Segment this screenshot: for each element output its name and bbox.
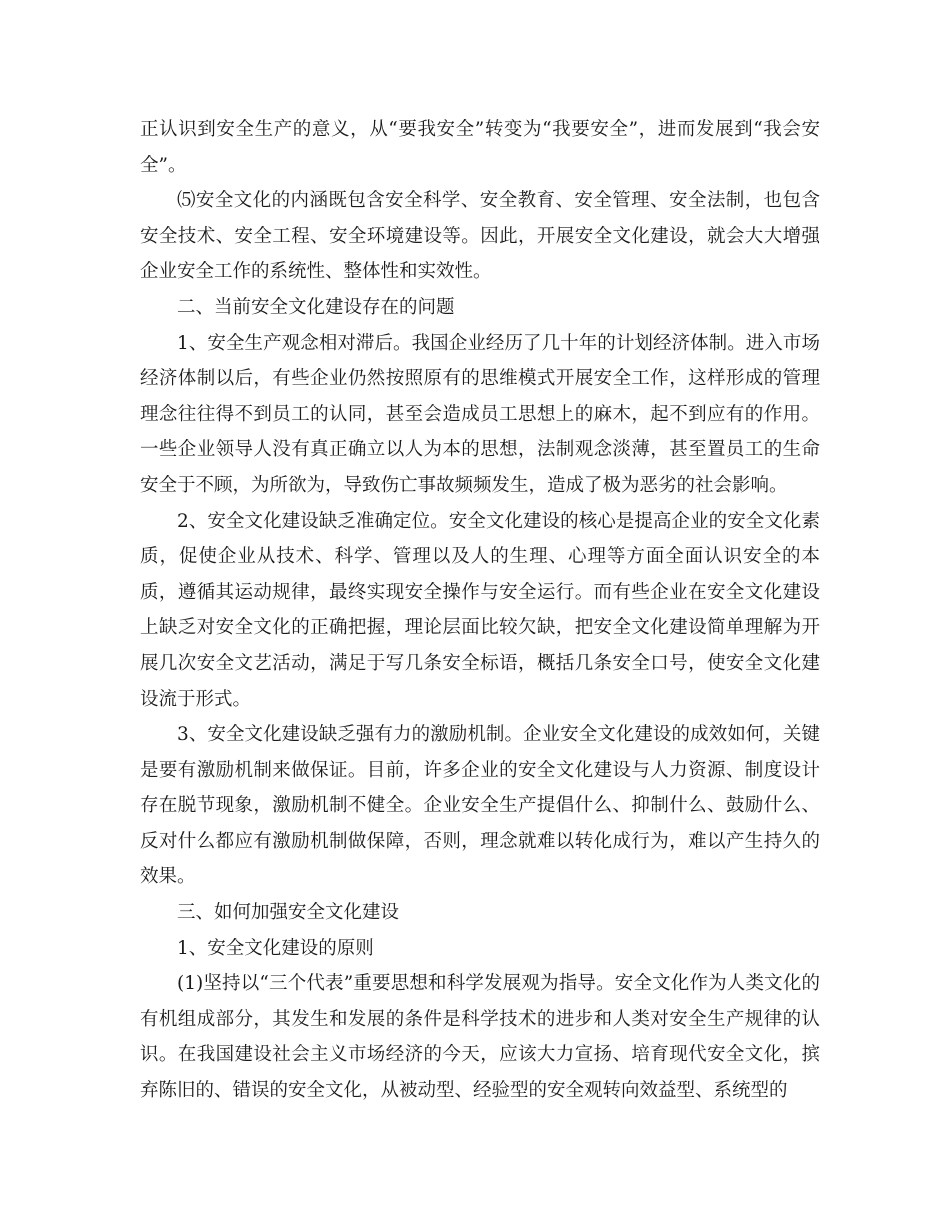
paragraph-problem-2: 2、安全文化建设缺乏准确定位。安全文化建设的核心是提高企业的安全文化素质，促使企业从技术、科学、管理以及人的生理、心理等方面全面认识安全的本质，遵循其运动规律，最终实现安全操作与安全运行。而有些企业在安全文化建设上缺乏对安全文化的正确把握，理论层面比较欠缺，把安全文化建设简单理解为开展几次安全文艺活动，满足于写几条安全标语，概括几条安全口号，使安全文化建设流于形式。 [140,510,820,710]
document-body [140,112,820,1109]
section-heading-problems: 二、当前安全文化建设存在的问题 [177,296,455,318]
paragraph-connotation: ⑸安全文化的内涵既包含安全科学、安全教育、安全管理、安全法制，也包含安全技术、安全工程、安全环境建设等。因此，开展安全文化建设，就会大大增强企业安全工作的系统性、整体性和实效性。 [140,190,820,283]
section-heading-strengthen: 三、如何加强安全文化建设 [177,902,400,924]
paragraph-problem-3: 3、安全文化建设缺乏强有力的激励机制。企业安全文化建设的成效如何，关键是要有激励机制来做保证。目前，许多企业的安全文化建设与人力资源、制度设计存在脱节现象，激励机制不健全。企业安全生产提倡什么、抑制什么、鼓励什么、反对什么都应有激励机制做保障，否则，理念就难以转化成行为，难以产生持久的效果。 [140,724,820,888]
paragraph-problem-1: 1、安全生产观念相对滞后。我国企业经历了几十年的计划经济体制。进入市场经济体制以后，有些企业仍然按照原有的思维模式开展安全工作，这样形成的管理理念往往得不到员工的认同，甚至会造成员工思想上的麻木，起不到应有的作用。一些企业领导人没有真正确立以人为本的思想，法制观念淡薄，甚至置员工的生命安全于不顾，为所欲为，导致伤亡事故频频发生，造成了极为恶劣的社会影响。 [140,332,820,496]
subsection-heading-principles: 1、安全文化建设的原则 [177,937,374,959]
paragraph-continuation: 正认识到安全生产的意义，从“要我安全”转变为“我要安全”，进而发展到“我会安全”。 [140,119,820,176]
paragraph-principle-1: (1)坚持以“三个代表”重要思想和科学发展观为指导。安全文化作为人类文化的有机组成部分，其发生和发展的条件是科学技术的进步和人类对安全生产规律的认识。在我国建设社会主义市场经济的今天，应该大力宣扬、培育现代安全文化，摈弃陈旧的、错误的安全文化，从被动型、经验型的安全观转向效益型、系统型的 [140,973,820,1102]
